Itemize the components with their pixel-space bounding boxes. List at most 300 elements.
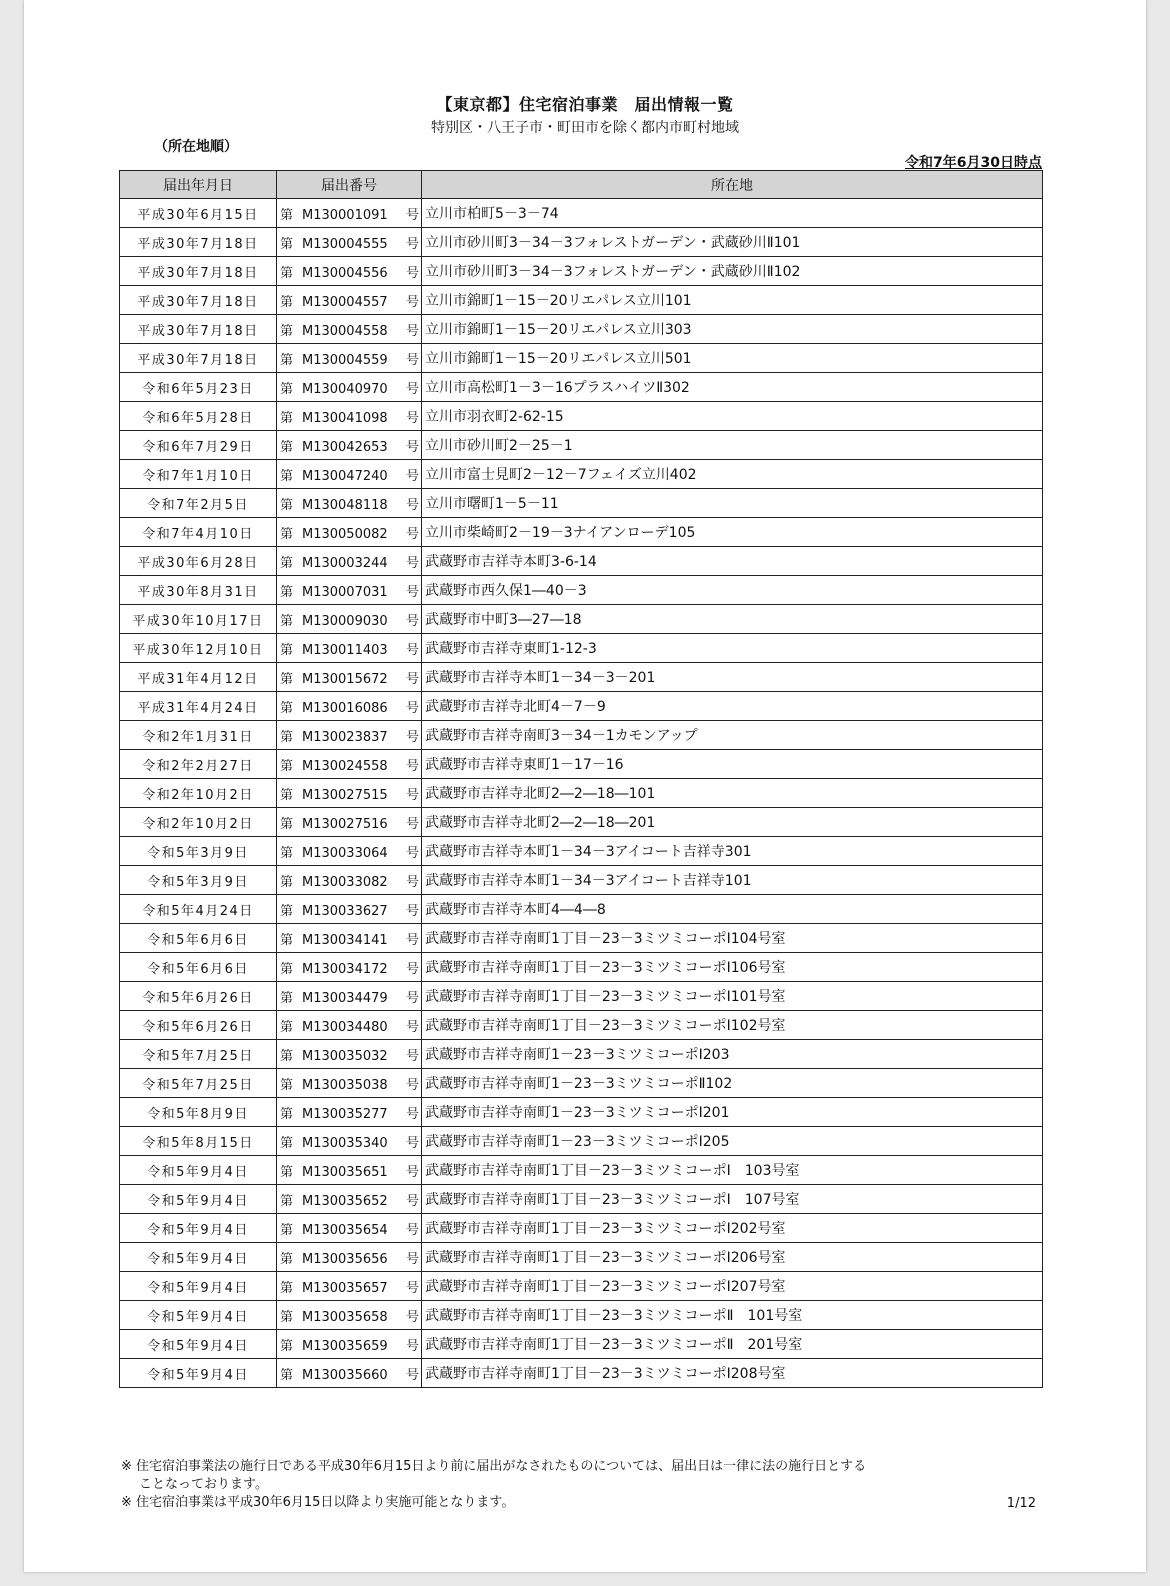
cell-date: 平成30年7月18日: [120, 228, 277, 257]
cell-number: [277, 518, 422, 547]
cell-date: 令和5年9月4日: [120, 1156, 277, 1185]
registration-code: M130035659: [302, 1338, 388, 1354]
cell-address: 立川市柴崎町2－19－3ナイアンローデ105: [422, 518, 1043, 547]
cell-address: 武蔵野市吉祥寺南町1丁目－23－3ミツミコーポⅠ207号室: [422, 1272, 1043, 1301]
cell-number: [277, 808, 422, 837]
number-prefix: 第: [280, 1367, 294, 1383]
registration-code: M130011403: [302, 642, 388, 658]
number-prefix: 第: [280, 381, 294, 397]
number-prefix: 第: [280, 1106, 294, 1122]
registration-code: M130023837: [302, 729, 388, 745]
number-prefix: 第: [280, 294, 294, 310]
table-row: [120, 1040, 1043, 1069]
number-suffix: 号: [406, 265, 420, 281]
cell-address: 立川市錦町1－15－20リエパレス立川501: [422, 344, 1043, 373]
cell-address: 武蔵野市吉祥寺本町1－34－3アイコート吉祥寺101: [422, 866, 1043, 895]
number-suffix: 号: [406, 1309, 420, 1325]
cell-address: 武蔵野市吉祥寺南町1丁目－23－3ミツミコーポⅠ101号室: [422, 982, 1043, 1011]
number-suffix: 号: [406, 584, 420, 600]
column-header-address: 所在地: [422, 171, 1043, 199]
cell-number: [277, 1098, 422, 1127]
cell-number: [277, 1272, 422, 1301]
cell-date: 令和2年1月31日: [120, 721, 277, 750]
number-prefix: 第: [280, 932, 294, 948]
cell-number: [277, 257, 422, 286]
cell-date: 平成30年6月15日: [120, 199, 277, 228]
registration-code: M130004557: [302, 294, 388, 310]
number-suffix: 号: [406, 555, 420, 571]
number-prefix: 第: [280, 584, 294, 600]
number-suffix: 号: [406, 932, 420, 948]
table-row: [120, 1243, 1043, 1272]
registration-code: M130033082: [302, 874, 388, 890]
cell-address: 武蔵野市吉祥寺本町4―4―8: [422, 895, 1043, 924]
number-prefix: 第: [280, 671, 294, 687]
number-prefix: 第: [280, 700, 294, 716]
registration-code: M130034479: [302, 990, 388, 1006]
cell-address: 武蔵野市吉祥寺南町1丁目－23－3ミツミコーポⅠ206号室: [422, 1243, 1043, 1272]
cell-address: 武蔵野市吉祥寺本町3-6-14: [422, 547, 1043, 576]
registration-code: M130016086: [302, 700, 388, 716]
cell-date: 平成30年7月18日: [120, 344, 277, 373]
registration-code: M130035651: [302, 1164, 388, 1180]
table-row: [120, 866, 1043, 895]
number-suffix: 号: [406, 1135, 420, 1151]
registration-code: M130033064: [302, 845, 388, 861]
number-suffix: 号: [406, 903, 420, 919]
registration-code: M130035658: [302, 1309, 388, 1325]
cell-number: [277, 895, 422, 924]
cell-date: 令和7年2月5日: [120, 489, 277, 518]
number-suffix: 号: [406, 816, 420, 832]
cell-number: [277, 779, 422, 808]
cell-address: 武蔵野市吉祥寺南町1丁目－23－3ミツミコーポⅠ202号室: [422, 1214, 1043, 1243]
cell-date: 平成30年12月10日: [120, 634, 277, 663]
cell-date: 令和5年6月26日: [120, 1011, 277, 1040]
table-row: [120, 315, 1043, 344]
cell-date: 令和5年9月4日: [120, 1330, 277, 1359]
cell-number: [277, 1214, 422, 1243]
registration-code: M130035654: [302, 1222, 388, 1238]
page-title: 【東京都】住宅宿泊事業 届出情報一覧: [436, 95, 734, 114]
cell-number: [277, 663, 422, 692]
page-subtitle: 特別区・八王子市・町田市を除く都内市町村地域: [431, 120, 739, 136]
table-row: [120, 1214, 1043, 1243]
table-row: [120, 1156, 1043, 1185]
number-prefix: 第: [280, 787, 294, 803]
registration-code: M130034172: [302, 961, 388, 977]
cell-address: 武蔵野市吉祥寺南町1丁目－23－3ミツミコーポⅠ 107号室: [422, 1185, 1043, 1214]
number-prefix: 第: [280, 410, 294, 426]
cell-number: [277, 924, 422, 953]
number-suffix: 号: [406, 294, 420, 310]
cell-date: 令和5年9月4日: [120, 1359, 277, 1388]
cell-address: 武蔵野市吉祥寺南町1－23－3ミツミコーポⅡ102: [422, 1069, 1043, 1098]
registration-code: M130041098: [302, 410, 388, 426]
registration-table: [119, 170, 1043, 1388]
cell-number: [277, 576, 422, 605]
number-prefix: 第: [280, 497, 294, 513]
cell-number: [277, 866, 422, 895]
number-prefix: 第: [280, 903, 294, 919]
table-row: [120, 1127, 1043, 1156]
cell-address: 武蔵野市吉祥寺南町1－23－3ミツミコーポⅠ203: [422, 1040, 1043, 1069]
cell-date: 令和5年4月24日: [120, 895, 277, 924]
cell-address: 武蔵野市吉祥寺北町2―2―18―201: [422, 808, 1043, 837]
number-prefix: 第: [280, 236, 294, 252]
registration-code: M130035660: [302, 1367, 388, 1383]
number-suffix: 号: [406, 613, 420, 629]
cell-number: [277, 315, 422, 344]
registration-code: M130040970: [302, 381, 388, 397]
footnote-1: ※ 住宅宿泊事業法の施行日である平成30年6月15日より前に届出がなされたものについては、届出日は一律に法の施行日とする: [121, 1459, 867, 1474]
number-suffix: 号: [406, 207, 420, 223]
number-prefix: 第: [280, 323, 294, 339]
cell-address: 武蔵野市吉祥寺南町1丁目－23－3ミツミコーポⅠ208号室: [422, 1359, 1043, 1388]
cell-address: 立川市砂川町3－34－3フォレストガーデン・武蔵砂川Ⅱ102: [422, 257, 1043, 286]
table-row: [120, 779, 1043, 808]
cell-number: [277, 431, 422, 460]
cell-date: 平成30年8月31日: [120, 576, 277, 605]
cell-date: 令和5年7月25日: [120, 1040, 277, 1069]
cell-address: 武蔵野市吉祥寺東町1－17－16: [422, 750, 1043, 779]
table-row: [120, 344, 1043, 373]
registration-code: M130033627: [302, 903, 388, 919]
number-suffix: 号: [406, 1251, 420, 1267]
number-suffix: 号: [406, 990, 420, 1006]
number-suffix: 号: [406, 1164, 420, 1180]
number-prefix: 第: [280, 990, 294, 1006]
number-suffix: 号: [406, 787, 420, 803]
number-suffix: 号: [406, 497, 420, 513]
cell-address: 武蔵野市吉祥寺本町1－34－3－201: [422, 663, 1043, 692]
table-row: [120, 663, 1043, 692]
cell-address: 立川市柏町5－3－74: [422, 199, 1043, 228]
cell-date: 令和5年9月4日: [120, 1301, 277, 1330]
registration-code: M130004558: [302, 323, 388, 339]
cell-date: 令和5年3月9日: [120, 866, 277, 895]
table-row: [120, 1098, 1043, 1127]
cell-date: 令和5年8月9日: [120, 1098, 277, 1127]
number-suffix: 号: [406, 381, 420, 397]
number-suffix: 号: [406, 1280, 420, 1296]
cell-address: 立川市富士見町2－12－7フェイズ立川402: [422, 460, 1043, 489]
number-prefix: 第: [280, 207, 294, 223]
number-suffix: 号: [406, 323, 420, 339]
table-row: [120, 837, 1043, 866]
cell-date: 令和2年10月2日: [120, 808, 277, 837]
number-prefix: 第: [280, 1251, 294, 1267]
cell-number: [277, 605, 422, 634]
cell-date: 令和2年2月27日: [120, 750, 277, 779]
number-prefix: 第: [280, 613, 294, 629]
cell-date: 令和6年5月23日: [120, 373, 277, 402]
cell-date: 令和5年9月4日: [120, 1272, 277, 1301]
table-row: [120, 721, 1043, 750]
table-row: [120, 402, 1043, 431]
registration-code: M130035032: [302, 1048, 388, 1064]
number-prefix: 第: [280, 1048, 294, 1064]
cell-address: 立川市砂川町2－25－1: [422, 431, 1043, 460]
table-row: [120, 489, 1043, 518]
cell-address: 立川市錦町1－15－20リエパレス立川101: [422, 286, 1043, 315]
registration-code: M130035657: [302, 1280, 388, 1296]
table-row: [120, 431, 1043, 460]
cell-address: 武蔵野市吉祥寺南町1丁目－23－3ミツミコーポⅠ102号室: [422, 1011, 1043, 1040]
registration-code: M130001091: [302, 207, 388, 223]
number-suffix: 号: [406, 1106, 420, 1122]
cell-number: [277, 286, 422, 315]
cell-number: [277, 1301, 422, 1330]
cell-date: 令和5年9月4日: [120, 1185, 277, 1214]
cell-address: 武蔵野市吉祥寺南町1丁目－23－3ミツミコーポⅡ 101号室: [422, 1301, 1043, 1330]
number-suffix: 号: [406, 642, 420, 658]
table-body: [120, 199, 1043, 1388]
number-prefix: 第: [280, 265, 294, 281]
cell-date: 令和5年6月26日: [120, 982, 277, 1011]
registration-code: M130027516: [302, 816, 388, 832]
table-row: [120, 1330, 1043, 1359]
footnote-2: ※ 住宅宿泊事業は平成30年6月15日以降より実施可能となります。: [121, 1495, 515, 1510]
registration-code: M130050082: [302, 526, 388, 542]
table-row: [120, 1359, 1043, 1388]
registration-code: M130007031: [302, 584, 388, 600]
number-prefix: 第: [280, 758, 294, 774]
registration-code: M130003244: [302, 555, 388, 571]
document-page: [24, 0, 1146, 1572]
cell-address: 武蔵野市西久保1―40－3: [422, 576, 1043, 605]
cell-number: [277, 1069, 422, 1098]
cell-number: [277, 1330, 422, 1359]
registration-code: M130035656: [302, 1251, 388, 1267]
cell-address: 武蔵野市吉祥寺南町1丁目－23－3ミツミコーポⅠ 103号室: [422, 1156, 1043, 1185]
cell-number: [277, 199, 422, 228]
registration-code: M130015672: [302, 671, 388, 687]
table-row: [120, 228, 1043, 257]
cell-date: 平成30年7月18日: [120, 315, 277, 344]
table-row: [120, 634, 1043, 663]
cell-number: [277, 953, 422, 982]
cell-number: [277, 837, 422, 866]
cell-address: 立川市錦町1－15－20リエパレス立川303: [422, 315, 1043, 344]
registration-code: M130048118: [302, 497, 388, 513]
number-prefix: 第: [280, 1222, 294, 1238]
registration-code: M130027515: [302, 787, 388, 803]
cell-address: 武蔵野市吉祥寺南町1丁目－23－3ミツミコーポⅠ106号室: [422, 953, 1043, 982]
registration-code: M130004556: [302, 265, 388, 281]
number-suffix: 号: [406, 1222, 420, 1238]
number-prefix: 第: [280, 1135, 294, 1151]
cell-address: 武蔵野市吉祥寺東町1-12-3: [422, 634, 1043, 663]
cell-address: 武蔵野市吉祥寺本町1－34－3アイコート吉祥寺301: [422, 837, 1043, 866]
footnote-1-continued: ことなっております。: [139, 1477, 268, 1492]
cell-address: 武蔵野市吉祥寺南町1－23－3ミツミコーポⅠ201: [422, 1098, 1043, 1127]
cell-date: 令和7年4月10日: [120, 518, 277, 547]
cell-date: 平成31年4月12日: [120, 663, 277, 692]
cell-number: [277, 692, 422, 721]
table-row: [120, 605, 1043, 634]
table-row: [120, 924, 1043, 953]
as-of-date: 令和7年6月30日時点: [905, 155, 1042, 171]
cell-number: [277, 373, 422, 402]
page-number: 1/12: [1006, 1496, 1036, 1511]
column-header-number: 届出番号: [277, 171, 422, 199]
cell-number: [277, 1185, 422, 1214]
number-suffix: 号: [406, 845, 420, 861]
cell-number: [277, 1243, 422, 1272]
number-prefix: 第: [280, 555, 294, 571]
number-prefix: 第: [280, 468, 294, 484]
table-row: [120, 576, 1043, 605]
cell-number: [277, 1127, 422, 1156]
cell-date: 令和5年6月6日: [120, 924, 277, 953]
table-row: [120, 1301, 1043, 1330]
number-suffix: 号: [406, 1338, 420, 1354]
number-prefix: 第: [280, 1019, 294, 1035]
number-prefix: 第: [280, 1164, 294, 1180]
table-row: [120, 257, 1043, 286]
number-suffix: 号: [406, 874, 420, 890]
cell-number: [277, 1156, 422, 1185]
number-prefix: 第: [280, 439, 294, 455]
table-row: [120, 547, 1043, 576]
number-suffix: 号: [406, 758, 420, 774]
number-prefix: 第: [280, 1309, 294, 1325]
number-suffix: 号: [406, 1193, 420, 1209]
table-row: [120, 460, 1043, 489]
cell-number: [277, 1011, 422, 1040]
cell-date: 平成30年6月28日: [120, 547, 277, 576]
number-prefix: 第: [280, 642, 294, 658]
table-row: [120, 1185, 1043, 1214]
table-row: [120, 982, 1043, 1011]
cell-number: [277, 344, 422, 373]
number-suffix: 号: [406, 410, 420, 426]
number-prefix: 第: [280, 1077, 294, 1093]
number-prefix: 第: [280, 816, 294, 832]
table-row: [120, 1069, 1043, 1098]
number-suffix: 号: [406, 439, 420, 455]
table-header-row: [120, 171, 1043, 199]
cell-number: [277, 721, 422, 750]
table-row: [120, 373, 1043, 402]
table-row: [120, 808, 1043, 837]
cell-date: 令和5年9月4日: [120, 1243, 277, 1272]
table-row: [120, 518, 1043, 547]
number-prefix: 第: [280, 874, 294, 890]
sort-order-label: （所在地順）: [154, 139, 238, 155]
cell-date: 平成31年4月24日: [120, 692, 277, 721]
cell-address: 武蔵野市吉祥寺南町1丁目－23－3ミツミコーポⅠ104号室: [422, 924, 1043, 953]
number-suffix: 号: [406, 1077, 420, 1093]
cell-number: [277, 228, 422, 257]
table-row: [120, 953, 1043, 982]
table-row: [120, 199, 1043, 228]
table-row: [120, 1011, 1043, 1040]
table-row: [120, 692, 1043, 721]
registration-code: M130035277: [302, 1106, 388, 1122]
cell-date: 令和5年6月6日: [120, 953, 277, 982]
table-row: [120, 750, 1043, 779]
cell-date: 令和6年7月29日: [120, 431, 277, 460]
number-prefix: 第: [280, 526, 294, 542]
cell-date: 令和2年10月2日: [120, 779, 277, 808]
table-row: [120, 286, 1043, 315]
footnotes: [121, 1458, 1051, 1512]
cell-number: [277, 460, 422, 489]
cell-date: 令和5年3月9日: [120, 837, 277, 866]
cell-date: 令和5年9月4日: [120, 1214, 277, 1243]
cell-number: [277, 750, 422, 779]
cell-address: 立川市高松町1－3－16プラスハイツⅡ302: [422, 373, 1043, 402]
registration-code: M130035340: [302, 1135, 388, 1151]
registration-code: M130034480: [302, 1019, 388, 1035]
registration-code: M130035038: [302, 1077, 388, 1093]
cell-number: [277, 489, 422, 518]
cell-date: 令和5年8月15日: [120, 1127, 277, 1156]
number-prefix: 第: [280, 961, 294, 977]
cell-date: 令和7年1月10日: [120, 460, 277, 489]
number-suffix: 号: [406, 526, 420, 542]
column-header-date: 届出年月日: [120, 171, 277, 199]
number-suffix: 号: [406, 729, 420, 745]
cell-date: 平成30年7月18日: [120, 286, 277, 315]
cell-number: [277, 547, 422, 576]
registration-code: M130009030: [302, 613, 388, 629]
registration-code: M130042653: [302, 439, 388, 455]
number-suffix: 号: [406, 1367, 420, 1383]
number-prefix: 第: [280, 1338, 294, 1354]
number-prefix: 第: [280, 352, 294, 368]
number-prefix: 第: [280, 1280, 294, 1296]
cell-address: 立川市砂川町3－34－3フォレストガーデン・武蔵砂川Ⅱ101: [422, 228, 1043, 257]
cell-number: [277, 634, 422, 663]
table-row: [120, 895, 1043, 924]
cell-date: 令和6年5月28日: [120, 402, 277, 431]
registration-code: M130034141: [302, 932, 388, 948]
cell-number: [277, 982, 422, 1011]
number-suffix: 号: [406, 671, 420, 687]
number-suffix: 号: [406, 700, 420, 716]
table-row: [120, 1272, 1043, 1301]
registration-code: M130004559: [302, 352, 388, 368]
cell-number: [277, 1359, 422, 1388]
registration-code: M130004555: [302, 236, 388, 252]
cell-address: 武蔵野市吉祥寺北町2―2―18―101: [422, 779, 1043, 808]
registration-code: M130035652: [302, 1193, 388, 1209]
cell-date: 平成30年7月18日: [120, 257, 277, 286]
cell-address: 立川市羽衣町2-62-15: [422, 402, 1043, 431]
cell-date: 平成30年10月17日: [120, 605, 277, 634]
number-prefix: 第: [280, 729, 294, 745]
cell-address: 立川市曙町1－5－11: [422, 489, 1043, 518]
number-suffix: 号: [406, 1019, 420, 1035]
number-prefix: 第: [280, 1193, 294, 1209]
number-suffix: 号: [406, 236, 420, 252]
cell-address: 武蔵野市吉祥寺南町3－34－1カモンアップ: [422, 721, 1043, 750]
cell-date: 令和5年7月25日: [120, 1069, 277, 1098]
number-suffix: 号: [406, 468, 420, 484]
number-suffix: 号: [406, 961, 420, 977]
cell-address: 武蔵野市吉祥寺南町1丁目－23－3ミツミコーポⅡ 201号室: [422, 1330, 1043, 1359]
cell-address: 武蔵野市吉祥寺南町1－23－3ミツミコーポⅠ205: [422, 1127, 1043, 1156]
cell-number: [277, 1040, 422, 1069]
cell-address: 武蔵野市吉祥寺北町4－7－9: [422, 692, 1043, 721]
registration-code: M130024558: [302, 758, 388, 774]
registration-code: M130047240: [302, 468, 388, 484]
cell-number: [277, 402, 422, 431]
number-prefix: 第: [280, 845, 294, 861]
